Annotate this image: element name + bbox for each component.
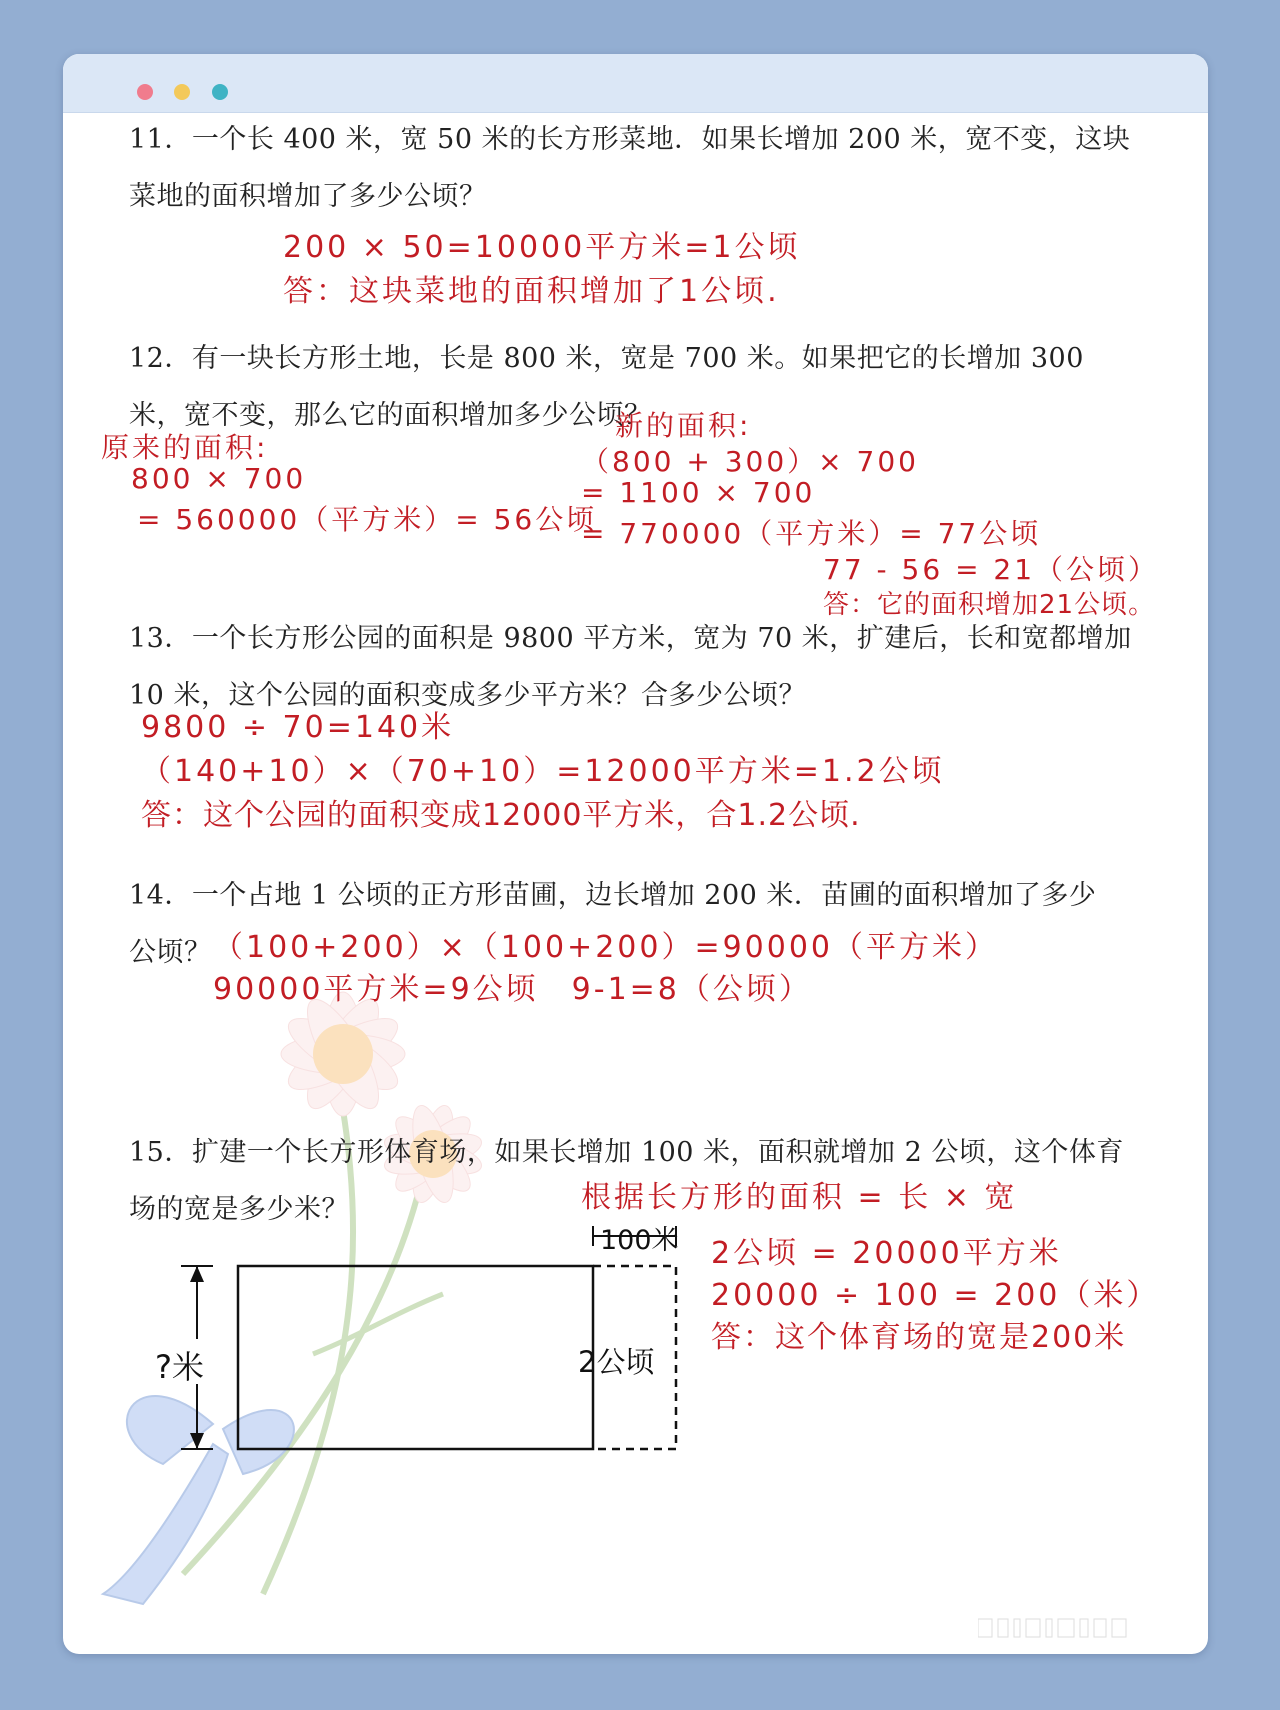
question-13-text: 13．一个长方形公园的面积是 9800 平方米，宽为 70 米，扩建后，长和宽都增加 10 米，这个公园的面积变成多少平方米？合多少公顷？ [129, 623, 1132, 711]
q15-work-line-3: 20000 ÷ 100 = 200（米） [711, 1278, 1160, 1313]
q13-answer: 答：这个公园的面积变成12000平方米，合1.2公顷. [141, 798, 861, 833]
q15-answer: 答：这个体育场的宽是200米 [711, 1320, 1127, 1355]
q13-work-line-2: （140+10）×（70+10）=12000平方米=1.2公顷 [141, 754, 945, 789]
q12-left-line-1: 800 × 700 [131, 462, 307, 495]
q15-work-line-2: 2公顷 = 20000平方米 [711, 1236, 1062, 1271]
page-edge-strip-icon [978, 1616, 1178, 1640]
q15-diagram-right-label: 2公顷 [578, 1345, 655, 1379]
q15-diagram-top-label: 100米 [600, 1225, 679, 1256]
q11-work-line-1: 200 × 50=10000平方米=1公顷 [283, 230, 801, 265]
q15-diagram-side-label: ?米 [155, 1348, 204, 1386]
question-15-text: 15．扩建一个长方形体育场，如果长增加 100 米，面积就增加 2 公顷，这个体育场的宽是多少米？ [129, 1137, 1124, 1225]
q13-work-line-1: 9800 ÷ 70=140米 [141, 710, 455, 745]
q12-left-line-2: = 560000（平方米）= 56公顷 [137, 503, 598, 536]
question-12-text: 12．有一块长方形土地，长是 800 米，宽是 700 米。如果把它的长增加 300 米，宽不变，那么它的面积增加多少公顷？ [129, 343, 1084, 431]
q14-work-line-1: （100+200）×（100+200）=90000（平方米） [213, 930, 999, 965]
q12-right-line-4: 77 - 56 = 21（公顷） [823, 553, 1160, 586]
q11-answer: 答：这块菜地的面积增加了1公顷. [283, 274, 780, 309]
q15-rectangle-diagram [63, 54, 1208, 1654]
question-14-text-cont: 公顷？ [129, 937, 212, 968]
q12-right-title: 新的面积: [615, 409, 752, 442]
question-11-text: 11．一个长 400 米，宽 50 米的长方形菜地．如果长增加 200 米，宽不变，这块菜地的面积增加了多少公顷？ [129, 124, 1131, 212]
q12-right-line-2: = 1100 × 700 [581, 476, 816, 509]
worksheet-card [63, 54, 1208, 1654]
q12-right-line-3: = 770000（平方米）= 77公顷 [581, 517, 1042, 550]
question-14-text: 14．一个占地 1 公顷的正方形苗圃，边长增加 200 米．苗圃的面积增加了多少 [129, 880, 1097, 911]
q15-work-line-1: 根据长方形的面积 = 长 × 宽 [581, 1180, 1018, 1215]
q12-right-line-1: （800 + 300）× 700 [581, 445, 919, 478]
q12-left-title: 原来的面积: [101, 431, 269, 464]
q14-work-line-2: 90000平方米=9公顷 9-1=8（公顷） [213, 972, 812, 1007]
q12-answer: 答：它的面积增加21公顷。 [823, 590, 1156, 620]
